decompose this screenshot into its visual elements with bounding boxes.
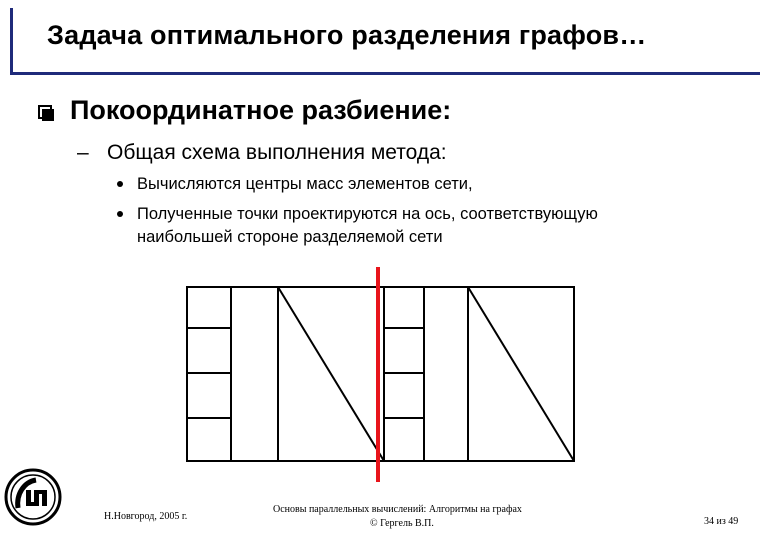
slide-title: Задача оптимального разделения графов… (47, 20, 647, 50)
level1-heading: Покоординатное разбиение: (70, 95, 452, 125)
footer-page-number: 34 из 49 (704, 516, 739, 527)
footer-author: © Гергель В.П. (370, 518, 434, 529)
mesh-diagonal-line (468, 287, 574, 461)
bullet-text: Вычисляются центры масс элементов сети, (137, 175, 473, 193)
footer-location-date: Н.Новгород, 2005 г. (104, 511, 188, 522)
unn-logo-icon (4, 468, 62, 526)
level2-text: Общая схема выполнения метода: (107, 141, 447, 164)
footer-course-title: Основы параллельных вычислений: Алгоритмы на графах (273, 504, 522, 515)
mesh-diagonal-line (278, 287, 384, 461)
dash-marker: – (77, 141, 89, 164)
mesh-outline (187, 287, 574, 461)
bullet-text-continued: наибольшей стороне разделяемой сети (137, 228, 443, 246)
bullet-text: Полученные точки проектируются на ось, соответствующую (137, 205, 598, 223)
